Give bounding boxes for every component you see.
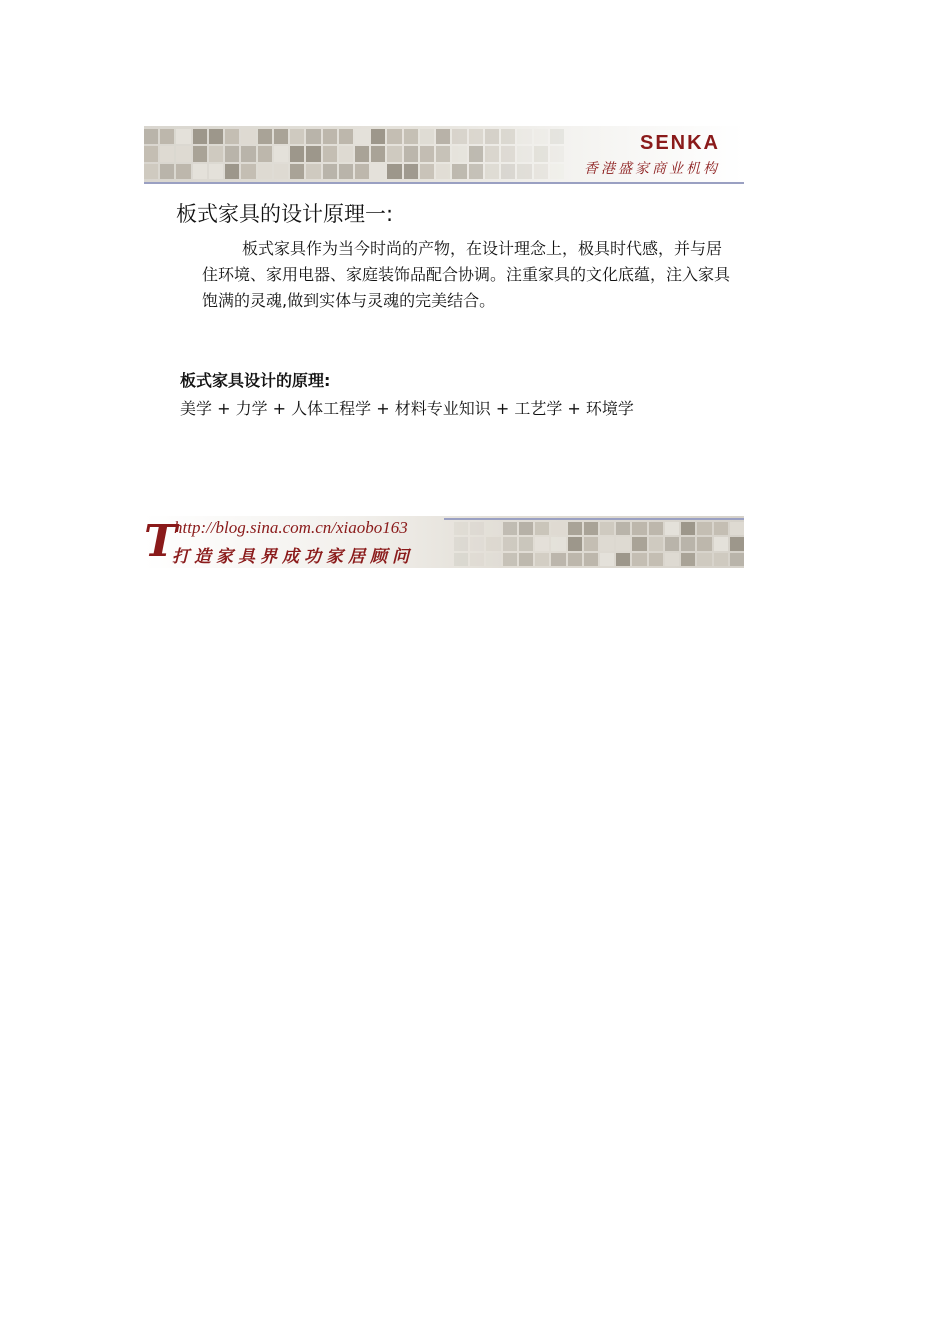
mosaic-tile: [616, 522, 630, 535]
mosaic-tile: [323, 129, 337, 144]
mosaic-tile: [176, 146, 190, 161]
mosaic-tile: [730, 537, 744, 550]
mosaic-tile: [600, 522, 614, 535]
mosaic-tile: [697, 553, 711, 566]
mosaic-tile: [470, 522, 484, 535]
mosaic-tile: [470, 553, 484, 566]
mosaic-tile: [503, 553, 517, 566]
mosaic-tile: [665, 522, 679, 535]
mosaic-tile: [485, 146, 499, 161]
mosaic-tile: [225, 164, 239, 179]
mosaic-tile: [550, 146, 564, 161]
brand-subtitle: 香港盛家商业机构: [584, 161, 720, 177]
mosaic-tile: [274, 164, 288, 179]
mosaic-tile: [241, 146, 255, 161]
mosaic-tile: [404, 164, 418, 179]
mosaic-tile: [568, 537, 582, 550]
footer-logo-letter: T: [144, 516, 177, 567]
mosaic-tile: [550, 129, 564, 144]
mosaic-tile: [225, 146, 239, 161]
mosaic-tile: [193, 164, 207, 179]
mosaic-tile: [454, 537, 468, 550]
mosaic-tile: [551, 522, 565, 535]
mosaic-tile: [371, 164, 385, 179]
mosaic-tile: [452, 146, 466, 161]
mosaic-tile: [501, 129, 515, 144]
mosaic-tile: [486, 553, 500, 566]
mosaic-tile: [616, 553, 630, 566]
mosaic-tile: [193, 146, 207, 161]
mosaic-tile: [632, 522, 646, 535]
mosaic-tile: [160, 146, 174, 161]
mosaic-tile: [519, 553, 533, 566]
mosaic-tile: [355, 164, 369, 179]
mosaic-tile: [649, 537, 663, 550]
mosaic-tile: [534, 129, 548, 144]
mosaic-tile: [452, 129, 466, 144]
mosaic-tile: [519, 522, 533, 535]
mosaic-tile: [452, 164, 466, 179]
mosaic-tile: [387, 164, 401, 179]
mosaic-tile: [436, 164, 450, 179]
mosaic-tile: [420, 129, 434, 144]
mosaic-tile: [519, 537, 533, 550]
mosaic-tile: [209, 129, 223, 144]
mosaic-tile: [306, 164, 320, 179]
mosaic-tile: [371, 129, 385, 144]
mosaic-tile: [714, 553, 728, 566]
mosaic-tile: [568, 522, 582, 535]
mosaic-tile: [225, 129, 239, 144]
mosaic-tile: [486, 522, 500, 535]
mosaic-tile: [241, 164, 255, 179]
mosaic-tile: [436, 146, 450, 161]
mosaic-tile: [665, 553, 679, 566]
mosaic-tile: [501, 164, 515, 179]
mosaic-tile: [387, 146, 401, 161]
footer-divider: [444, 518, 744, 520]
mosaic-tile: [420, 146, 434, 161]
principle-formula: 美学 + 力学 + 人体工程学 + 材料专业知识 + 工艺学 + 环境学: [180, 399, 634, 418]
mosaic-tile: [323, 164, 337, 179]
mosaic-tile: [176, 129, 190, 144]
mosaic-tile: [616, 537, 630, 550]
principle-heading: 板式家具设计的原理:: [180, 371, 331, 390]
slide: [144, 126, 744, 568]
mosaic-tile: [454, 553, 468, 566]
mosaic-tile: [584, 537, 598, 550]
header-divider: [144, 182, 744, 184]
mosaic-tile: [697, 537, 711, 550]
mosaic-tile: [697, 522, 711, 535]
header-mosaic-image: [144, 129, 564, 179]
mosaic-tile: [649, 522, 663, 535]
mosaic-tile: [503, 522, 517, 535]
mosaic-tile: [274, 146, 288, 161]
footer-url: http://blog.sina.com.cn/xiaobo163: [174, 518, 408, 537]
mosaic-tile: [485, 129, 499, 144]
footer-mosaic-image: [454, 522, 744, 566]
mosaic-tile: [469, 146, 483, 161]
mosaic-tile: [551, 553, 565, 566]
mosaic-tile: [632, 553, 646, 566]
mosaic-tile: [584, 553, 598, 566]
mosaic-tile: [681, 553, 695, 566]
mosaic-tile: [470, 537, 484, 550]
mosaic-tile: [144, 146, 158, 161]
page-title: 板式家具的设计原理一:: [176, 202, 394, 226]
mosaic-tile: [486, 537, 500, 550]
header-banner: [144, 126, 744, 184]
mosaic-tile: [665, 537, 679, 550]
mosaic-tile: [714, 522, 728, 535]
mosaic-tile: [681, 537, 695, 550]
mosaic-tile: [290, 164, 304, 179]
mosaic-tile: [681, 522, 695, 535]
mosaic-tile: [714, 537, 728, 550]
mosaic-tile: [274, 129, 288, 144]
mosaic-tile: [454, 522, 468, 535]
mosaic-tile: [420, 164, 434, 179]
mosaic-tile: [209, 146, 223, 161]
mosaic-tile: [649, 553, 663, 566]
mosaic-tile: [550, 164, 564, 179]
mosaic-tile: [323, 146, 337, 161]
mosaic-tile: [339, 146, 353, 161]
mosaic-tile: [730, 522, 744, 535]
mosaic-tile: [290, 129, 304, 144]
mosaic-tile: [485, 164, 499, 179]
mosaic-tile: [534, 146, 548, 161]
mosaic-tile: [517, 129, 531, 144]
mosaic-tile: [730, 553, 744, 566]
mosaic-tile: [469, 129, 483, 144]
mosaic-tile: [503, 537, 517, 550]
mosaic-tile: [339, 129, 353, 144]
mosaic-tile: [632, 537, 646, 550]
mosaic-tile: [160, 164, 174, 179]
mosaic-tile: [535, 553, 549, 566]
mosaic-tile: [436, 129, 450, 144]
mosaic-tile: [258, 164, 272, 179]
mosaic-tile: [551, 537, 565, 550]
mosaic-tile: [193, 129, 207, 144]
mosaic-tile: [600, 537, 614, 550]
footer-slogan: 打造家具界成功家居顾问: [172, 547, 414, 567]
mosaic-tile: [517, 164, 531, 179]
mosaic-tile: [600, 553, 614, 566]
mosaic-tile: [176, 164, 190, 179]
mosaic-tile: [584, 522, 598, 535]
mosaic-tile: [404, 146, 418, 161]
mosaic-tile: [534, 164, 548, 179]
mosaic-tile: [339, 164, 353, 179]
intro-paragraph: 板式家具作为当今时尚的产物，在设计理念上，极具时代感，并与居住环境、家用电器、家庭装饰品配合协调。注重家具的文化底蕴，注入家具饱满的灵魂,做到实体与灵魂的完美结合。: [202, 239, 731, 310]
mosaic-tile: [290, 146, 304, 161]
mosaic-tile: [144, 164, 158, 179]
mosaic-tile: [501, 146, 515, 161]
brand-name: SENKA: [639, 132, 720, 154]
mosaic-tile: [371, 146, 385, 161]
mosaic-tile: [144, 129, 158, 144]
mosaic-tile: [306, 129, 320, 144]
mosaic-tile: [355, 129, 369, 144]
mosaic-tile: [258, 146, 272, 161]
mosaic-tile: [355, 146, 369, 161]
mosaic-tile: [535, 537, 549, 550]
mosaic-tile: [517, 146, 531, 161]
mosaic-tile: [469, 164, 483, 179]
mosaic-tile: [387, 129, 401, 144]
brand-logo: [584, 132, 720, 178]
mosaic-tile: [535, 522, 549, 535]
mosaic-tile: [306, 146, 320, 161]
mosaic-tile: [209, 164, 223, 179]
mosaic-tile: [404, 129, 418, 144]
mosaic-tile: [568, 553, 582, 566]
mosaic-tile: [258, 129, 272, 144]
mosaic-tile: [241, 129, 255, 144]
mosaic-tile: [160, 129, 174, 144]
